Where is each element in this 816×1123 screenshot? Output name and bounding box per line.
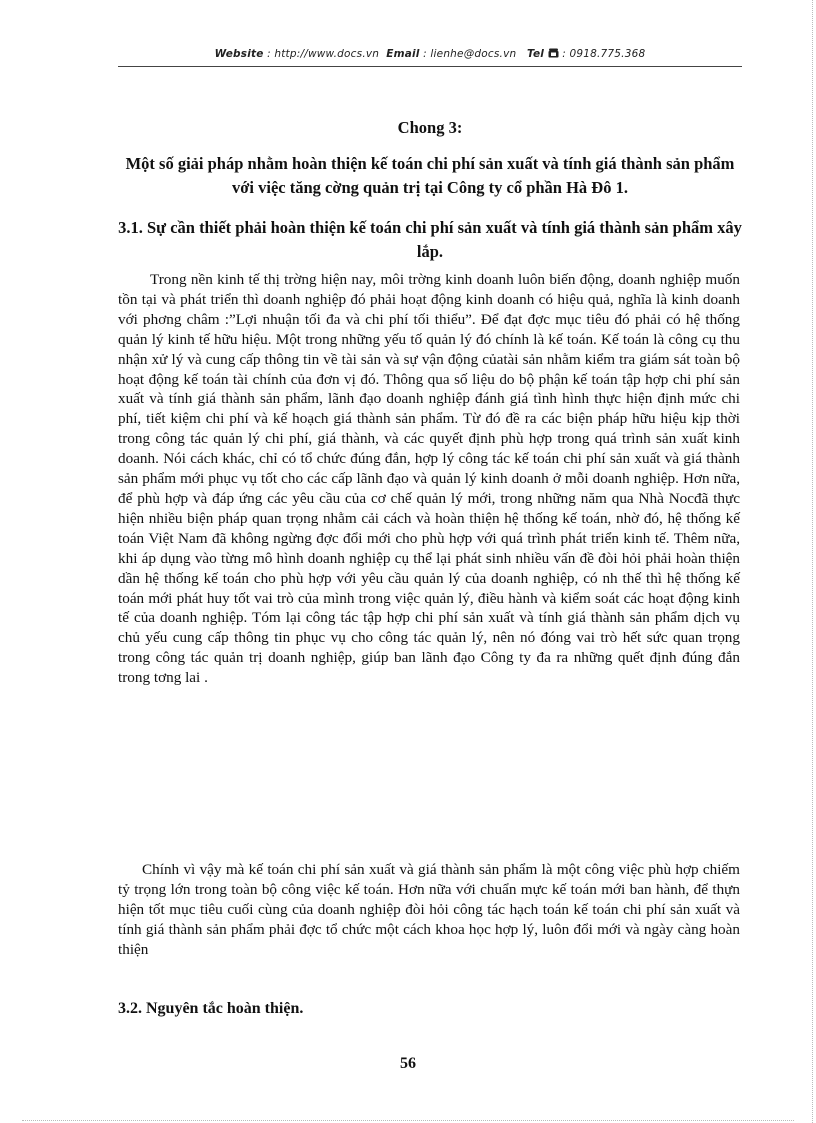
section-3-1-heading: 3.1. Sự cần thiết phải hoàn thiện kế toán chi phí sản xuất và tính giá thành sản phẩm xây lắp. <box>118 218 742 261</box>
phone-icon <box>548 48 559 61</box>
header-divider <box>118 66 742 67</box>
body-paragraph-2: Chính vì vậy mà kế toán chi phí sản xuất và giá thành sản phẩm là một công việc phù hợp chiếm tỷ trọng lớn trong toàn bộ công việc kế toán. Hơn nữa với chuẩn mực kế toán mới ban hành, để thựn hiện tốt mục tiêu cuối cùng của doanh nghiệp đòi hỏi công tác hạch toán kế toán chi phí sản xuất và tính giá thành sản phẩm phải đợc tổ chức một cách khoa học hợp lý, luôn đổi mới và ngày càng hoàn thiện <box>118 861 740 958</box>
page-right-border <box>812 0 813 1123</box>
email-value: : lienhe@docs.vn <box>423 48 517 60</box>
email-label: Email <box>386 48 420 60</box>
page-bottom-border <box>22 1120 794 1121</box>
page-header <box>118 48 742 61</box>
chapter-heading: Chong 3: <box>397 118 463 137</box>
body-paragraph-1: Trong nền kinh tế thị trờng hiện nay, môi trờng kinh doanh luôn biến động, doanh nghiệp muốn tồn tại và phát triển thì doanh nghiệp đó phải hoạt động kinh doanh có hiệu quả, nghĩa là kinh doanh với phơng châm :”Lợi nhuận tối đa và chi phí tối thiểu”. Để đạt đợc mục tiêu đó phải có hệ thống quản lý kinh tế hữu hiệu. Một trong những yếu tố quản lý đó chính là kế toán. Kế toán là công cụ thu nhận xử lý và cung cấp thông tin về tài sản và sự vận động củatài sản nhằm kiểm tra giám sát toàn bộ hoạt động kế toán tài chính của đơn vị đó. Thông qua số liệu do bộ phận kế toán tập hợp chi phí sản xuất và tính giá thành sản phẩm, lãnh đạo doanh nghiệp đánh giá tình hình thực hiện định mức chi phí, tiết kiệm chi phí và kế hoạch giá thành sản phẩm. Từ đó đề ra các biện pháp hữu hiệu kịp thời trong công tác quản lý chi phí, giá thành, và các quyết định phù hợp trong quá trình sản xuất kinh doanh. Nói cách khác, chỉ có tổ chức đúng đắn, hợp lý công tác kế toán chi phí sản xuất và giá thành sản phẩm mới phục vụ tốt cho các cấp lãnh đạo và quản lý kinh doanh ở mỗi doanh nghiệp. Hơn nữa, để phù hợp và đáp ứng các yêu cầu của cơ chế quản lý mới, trong những năm qua Nhà Nocđã thực hiện nhiều biện pháp quan trọng nhằm cải cách và hoàn thiện hệ thống kế toán, nhờ đó, hệ thống kế toán Việt Nam đã không ngừng đợc đổi mới cho phù hợp với quá trình phát triển kinh tế. Thêm nữa, khi áp dụng vào từng mô hình doanh nghiệp cụ thể lại phát sinh nhiều vấn đề đòi hỏi phải hoàn thiện dần hệ thống kế toán cho phù hợp với yêu cầu quản lý của doanh nghiệp, có nh thế thì hệ thống kế toán mới phát huy tốt vai trò của mình trong việc quản lý, điều hành và kiểm soát các hoạt động kinh tế của doanh nghiệp. Tóm lại công tác tập hợp chi phí sản xuất và tính giá thành sản phẩm dịch vụ chủ yếu cung cấp thông tin phục vụ cho công tác quản lý, nên nó đóng vai trò hết sức quan trọng trong công tác quản trị doanh nghiệp, giúp ban lãnh đạo Công ty đa ra những quết định đúng đắn trong tơng lai . <box>118 271 740 687</box>
page-number: 56 <box>400 1055 416 1072</box>
tel-label: Tel <box>526 48 545 60</box>
website-value: : http://www.docs.vn <box>267 48 380 60</box>
tel-value: : 0918.775.368 <box>562 48 646 60</box>
website-label: Website <box>214 48 264 60</box>
section-3-2-heading: 3.2. Nguyên tắc hoàn thiện. <box>118 1000 304 1017</box>
chapter-title: Một số giải pháp nhằm hoàn thiện kế toán chi phí sản xuất và tính giá thành sản phẩm với việc tăng cờng quản trị tại Công ty cổ phần Hà Đô 1. <box>125 154 735 197</box>
